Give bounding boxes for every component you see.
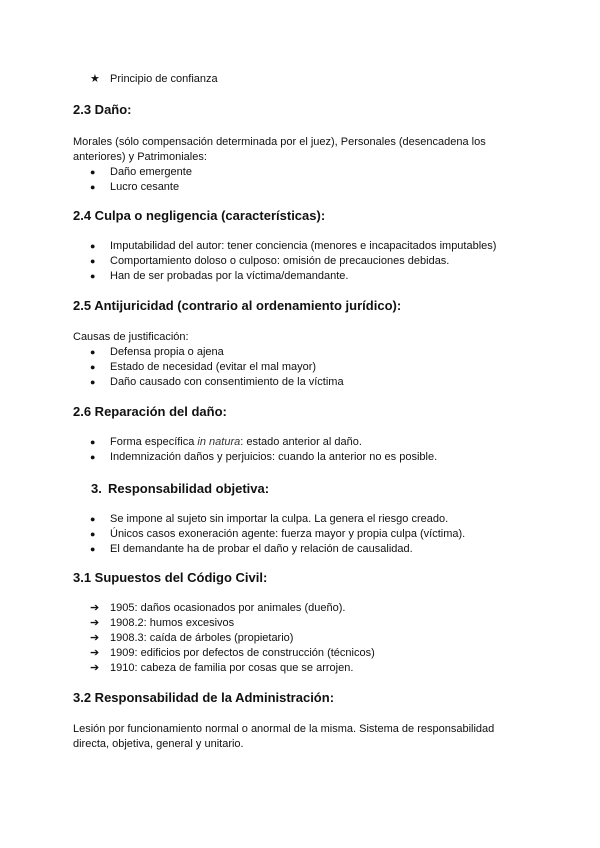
bullet-icon: ● bbox=[90, 377, 96, 387]
section-3-2-paragraph-line-2: directa, objetiva, general y unitario. bbox=[73, 738, 244, 750]
list-item-text: 1909: edificios por defectos de construcción (técnicos) bbox=[110, 647, 375, 659]
section-heading-2-3: 2.3 Daño: bbox=[73, 102, 132, 117]
list-item-text-start: Forma específica bbox=[110, 436, 198, 448]
list-item-text: 1908.3: caída de árboles (propietario) bbox=[110, 632, 294, 644]
bullet-icon: ● bbox=[90, 362, 96, 372]
list-item-text: Han de ser probadas por la víctima/demandante. bbox=[110, 270, 349, 282]
list-item-text: Daño causado con consentimiento de la víctima bbox=[110, 376, 344, 388]
list-item-text: Defensa propia o ajena bbox=[110, 346, 224, 358]
section-heading-2-6: 2.6 Reparación del daño: bbox=[73, 404, 227, 419]
section-2-3-paragraph-line-1: Morales (sólo compensación determinada por el juez), Personales (desencadena los bbox=[73, 136, 486, 148]
arrow-right-icon: ➔ bbox=[90, 617, 100, 629]
bullet-icon: ● bbox=[90, 241, 96, 251]
list-item-text: Comportamiento doloso o culposo: omisión de precauciones debidas. bbox=[110, 255, 450, 267]
list-item-text: Estado de necesidad (evitar el mal mayor) bbox=[110, 361, 317, 373]
section-heading-3-1: 3.1 Supuestos del Código Civil: bbox=[73, 570, 268, 585]
bullet-icon: ● bbox=[90, 514, 96, 524]
list-item-text: 1908.2: humos excesivos bbox=[110, 617, 235, 629]
list-item-text: Se impone al sujeto sin importar la culpa. La genera el riesgo creado. bbox=[110, 513, 449, 525]
bullet-icon: ● bbox=[90, 271, 96, 281]
section-heading-2-4: 2.4 Culpa o negligencia (características): bbox=[73, 208, 326, 223]
list-item-text: Daño emergente bbox=[110, 166, 192, 178]
arrow-right-icon: ➔ bbox=[90, 647, 100, 659]
bullet-icon: ● bbox=[90, 452, 96, 462]
list-item-text: Imputabilidad del autor: tener conciencia (menores e incapacitados imputables) bbox=[110, 240, 497, 252]
list-item-italic-term: in natura bbox=[197, 436, 241, 448]
section-number-3: 3. bbox=[91, 481, 102, 496]
arrow-right-icon: ➔ bbox=[90, 632, 100, 644]
bullet-icon: ● bbox=[90, 167, 96, 177]
section-2-5-paragraph: Causas de justificación: bbox=[73, 331, 189, 343]
section-2-3-paragraph-line-2: anteriores) y Patrimoniales: bbox=[73, 151, 207, 163]
list-item-text: Lucro cesante bbox=[110, 181, 180, 193]
list-item-text: 1910: cabeza de familia por cosas que se arrojen. bbox=[110, 662, 354, 674]
list-item-text bbox=[110, 435, 362, 450]
list-item-text: Indemnización daños y perjuicios: cuando la anterior no es posible. bbox=[110, 451, 438, 463]
list-item-text-end: : estado anterior al daño. bbox=[240, 436, 362, 448]
bullet-icon: ● bbox=[90, 256, 96, 266]
bullet-icon: ● bbox=[90, 437, 96, 447]
list-item-text: 1905: daños ocasionados por animales (dueño). bbox=[110, 602, 346, 614]
section-3-2-paragraph-line-1: Lesión por funcionamiento normal o anormal de la misma. Sistema de responsabilidad bbox=[73, 723, 495, 735]
bullet-icon: ● bbox=[90, 347, 96, 357]
star-icon: ★ bbox=[90, 73, 100, 85]
section-heading-2-5: 2.5 Antijuricidad (contrario al ordenamiento jurídico): bbox=[73, 298, 402, 313]
list-item-text: El demandante ha de probar el daño y relación de causalidad. bbox=[110, 543, 413, 555]
bullet-icon: ● bbox=[90, 544, 96, 554]
section-heading-3: Responsabilidad objetiva: bbox=[108, 481, 270, 496]
arrow-right-icon: ➔ bbox=[90, 662, 100, 674]
list-item-text: Únicos casos exoneración agente: fuerza mayor y propia culpa (víctima). bbox=[110, 528, 466, 540]
bullet-icon: ● bbox=[90, 182, 96, 192]
bullet-icon: ● bbox=[90, 529, 96, 539]
list-item-text: Principio de confianza bbox=[110, 73, 218, 85]
arrow-right-icon: ➔ bbox=[90, 602, 100, 614]
section-heading-3-2: 3.2 Responsabilidad de la Administración: bbox=[73, 690, 335, 705]
